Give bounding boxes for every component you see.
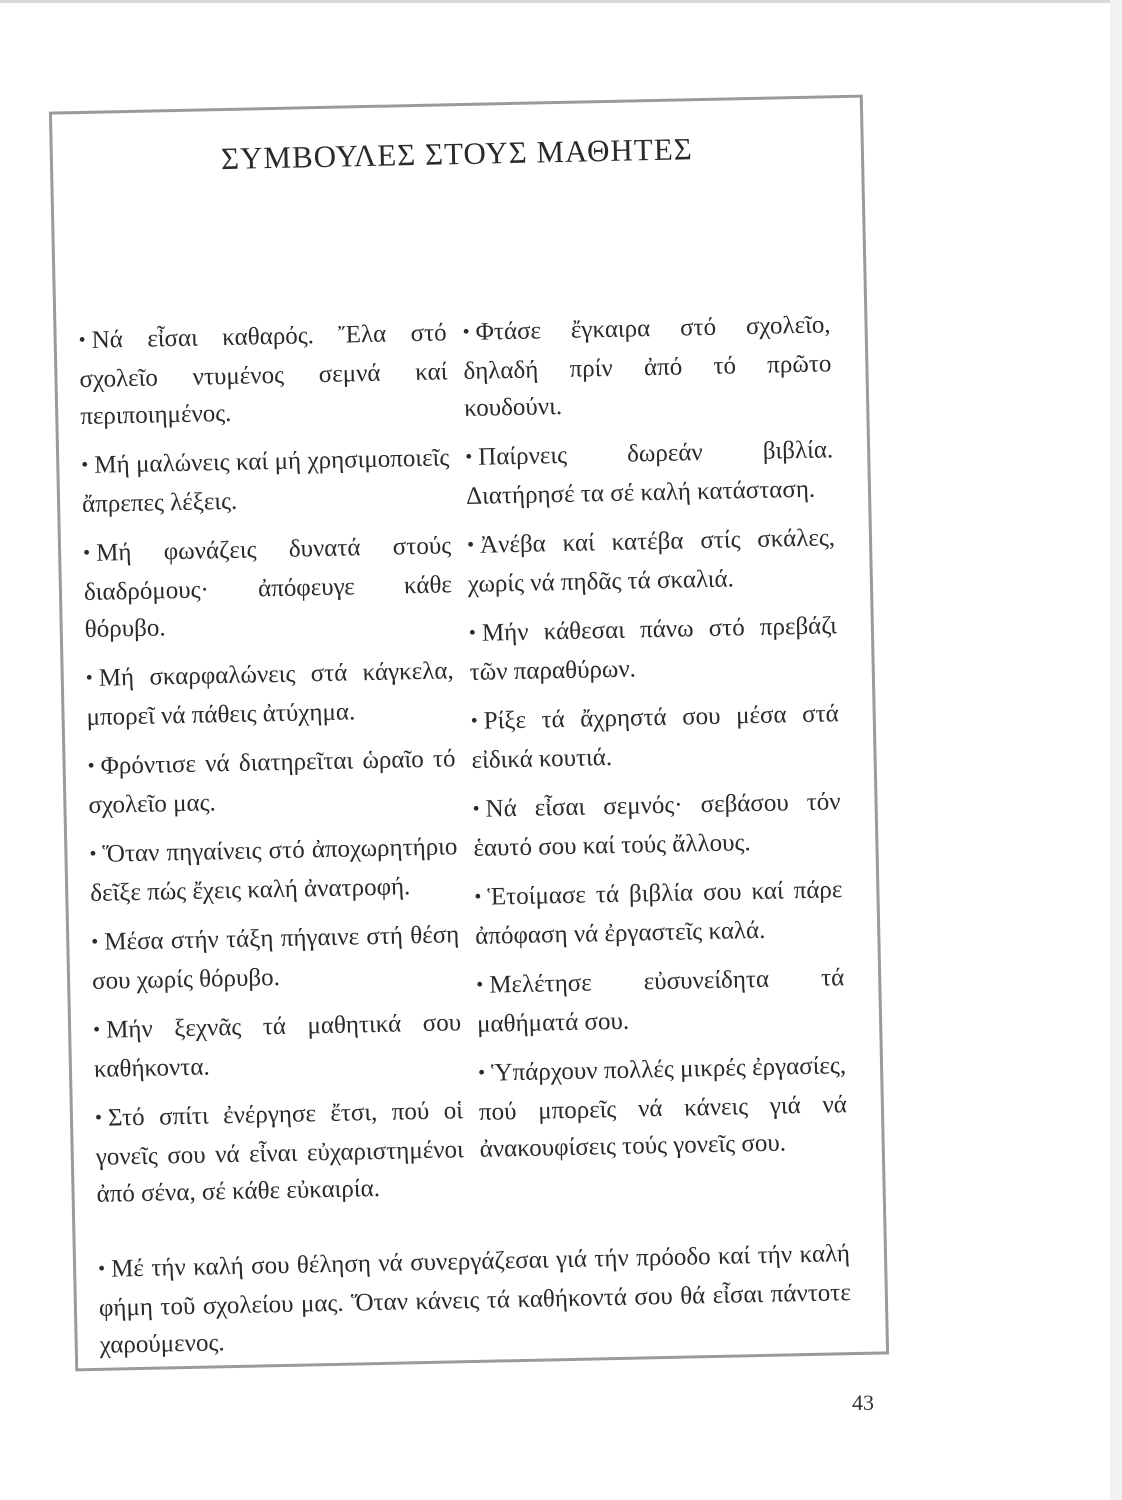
list-item xyxy=(87,740,457,824)
bullet-icon: • xyxy=(464,445,473,469)
advice-text: Ἑτοίμασε τά βιβλία σου καί πάρε ἀπόφαση νά ἐργαστεῖς καλά. xyxy=(474,876,843,950)
list-item xyxy=(462,306,832,427)
advice-text: Ἀνέβα καί κατέβα στίς σκάλες, χωρίς νά πηδᾶς τά σκαλιά. xyxy=(467,524,836,598)
scan-right-edge xyxy=(1110,0,1122,1500)
advice-text: Νά εἶσαι σεμνός· σεβάσου τόν ἑαυτό σου καί τούς ἄλλους. xyxy=(473,788,841,862)
bullet-icon: • xyxy=(78,328,86,352)
list-item xyxy=(89,828,459,912)
advice-text: Ὅταν πηγαίνεις στό ἀποχωρητήριο δεῖξε πώς ἔχεις καλή ἀνατροφή. xyxy=(89,833,458,907)
page-number: 43 xyxy=(852,1390,874,1415)
final-advice xyxy=(98,1235,852,1364)
advice-text: Μή φωνάζεις δυνατά στούς διαδρόμους· ἀπόφευγε κάθε θόρυβο. xyxy=(83,532,453,644)
list-item xyxy=(93,1004,463,1088)
bullet-icon: • xyxy=(470,709,478,732)
final-advice-text: Μέ τήν καλή σου θέληση νά συνεργάζεσαι γιά τήν πρόοδο καί τήν καλή φήμη τοῦ σχολείου μας. Ὅταν κάνεις τά καθήκοντά σου θά εἶσαι πάντοτε χαρούμενος. xyxy=(98,1240,852,1359)
advice-text: Μέσα στήν τάξη πήγαινε στή θέση σου χωρίς θόρυβο. xyxy=(91,921,460,995)
bullet-icon: • xyxy=(92,1018,101,1041)
advice-text: Μή μαλώνεις καί μή χρησιμοποιεῖς ἄπρεπες λέξεις. xyxy=(81,444,450,519)
advice-text: Νά εἶσαι καθαρός. Ἔλα στό σχολεῖο ντυμένος σεμνά καί περιποιημένος. xyxy=(79,319,448,431)
list-item xyxy=(465,431,835,515)
list-item xyxy=(470,695,840,779)
list-item xyxy=(478,1047,848,1168)
list-item xyxy=(83,527,453,648)
bullet-icon: • xyxy=(472,797,480,820)
advice-text: Μελέτησε εὐσυνείδητα τά μαθήματά σου. xyxy=(476,964,845,1038)
page-title: ΣΥΜΒΟΥΛΕΣ ΣΤΟΥΣ ΜΑΘΗΤΕΣ xyxy=(220,131,694,177)
advice-text: Ὑπάρχουν πολλές μικρές ἐργασίες, πού μπορεῖς νά κάνεις γιά νά ἀνακουφίσεις τούς γονεῖς σου. xyxy=(478,1052,848,1163)
advice-text: Μή σκαρφαλώνεις στά κάγκελα, μπορεῖ νά πάθεις ἀτύχημα. xyxy=(86,657,454,732)
list-item xyxy=(95,1092,465,1213)
scan-top-edge xyxy=(0,0,1122,3)
bullet-icon: • xyxy=(87,754,95,777)
bullet-icon: • xyxy=(82,541,91,565)
advice-text: Φτάσε ἔγκαιρα στό σχολεῖο, δηλαδή πρίν ἀπό τό πρῶτο κουδούνι. xyxy=(463,311,832,423)
bullet-icon: • xyxy=(91,930,99,953)
advice-text: Ρίξε τά ἄχρηστά σου μέσα στά εἰδικά κουτιά. xyxy=(471,700,839,774)
bullet-icon: • xyxy=(94,1106,103,1129)
advice-text: Μήν κάθεσαι πάνω στό πρεβάζι τῶν παραθύρων. xyxy=(469,612,838,686)
right-column xyxy=(462,306,848,1180)
bullet-icon: • xyxy=(477,1061,486,1084)
list-item xyxy=(81,439,451,523)
advice-text: Φρόντισε νά διατηρεῖται ὡραῖο τό σχολεῖο μας. xyxy=(88,745,456,819)
bullet-icon: • xyxy=(476,973,484,996)
advice-text: Παίρνεις δωρεάν βιβλία. Διατήρησέ τα σέ καλή κατάσταση. xyxy=(465,436,834,511)
list-item xyxy=(469,607,839,691)
bullet-icon: • xyxy=(85,666,94,690)
bullet-icon: • xyxy=(81,453,89,477)
list-item xyxy=(85,652,455,736)
bullet-icon: • xyxy=(89,842,97,865)
list-item xyxy=(474,871,844,955)
advice-text: Στό σπίτι ἐνέργησε ἔτσι, πού οἱ γονεῖς σου νά εἶναι εὐχαριστημένοι ἀπό σένα, σέ κάθε εὐκαιρία. xyxy=(95,1097,465,1208)
bullet-icon: • xyxy=(462,320,470,344)
bullet-icon: • xyxy=(468,621,477,644)
list-item xyxy=(91,916,461,1000)
list-item xyxy=(467,519,837,603)
advice-text: Μήν ξεχνᾶς τά μαθητικά σου καθήκοντα. xyxy=(93,1009,462,1083)
advice-box xyxy=(49,95,889,1372)
list-item xyxy=(476,959,846,1043)
list-item xyxy=(472,783,842,867)
bullet-icon: • xyxy=(474,885,482,908)
bullet-icon: • xyxy=(466,533,475,556)
left-column xyxy=(78,314,465,1225)
list-item xyxy=(78,314,448,435)
bullet-icon: • xyxy=(97,1257,106,1280)
